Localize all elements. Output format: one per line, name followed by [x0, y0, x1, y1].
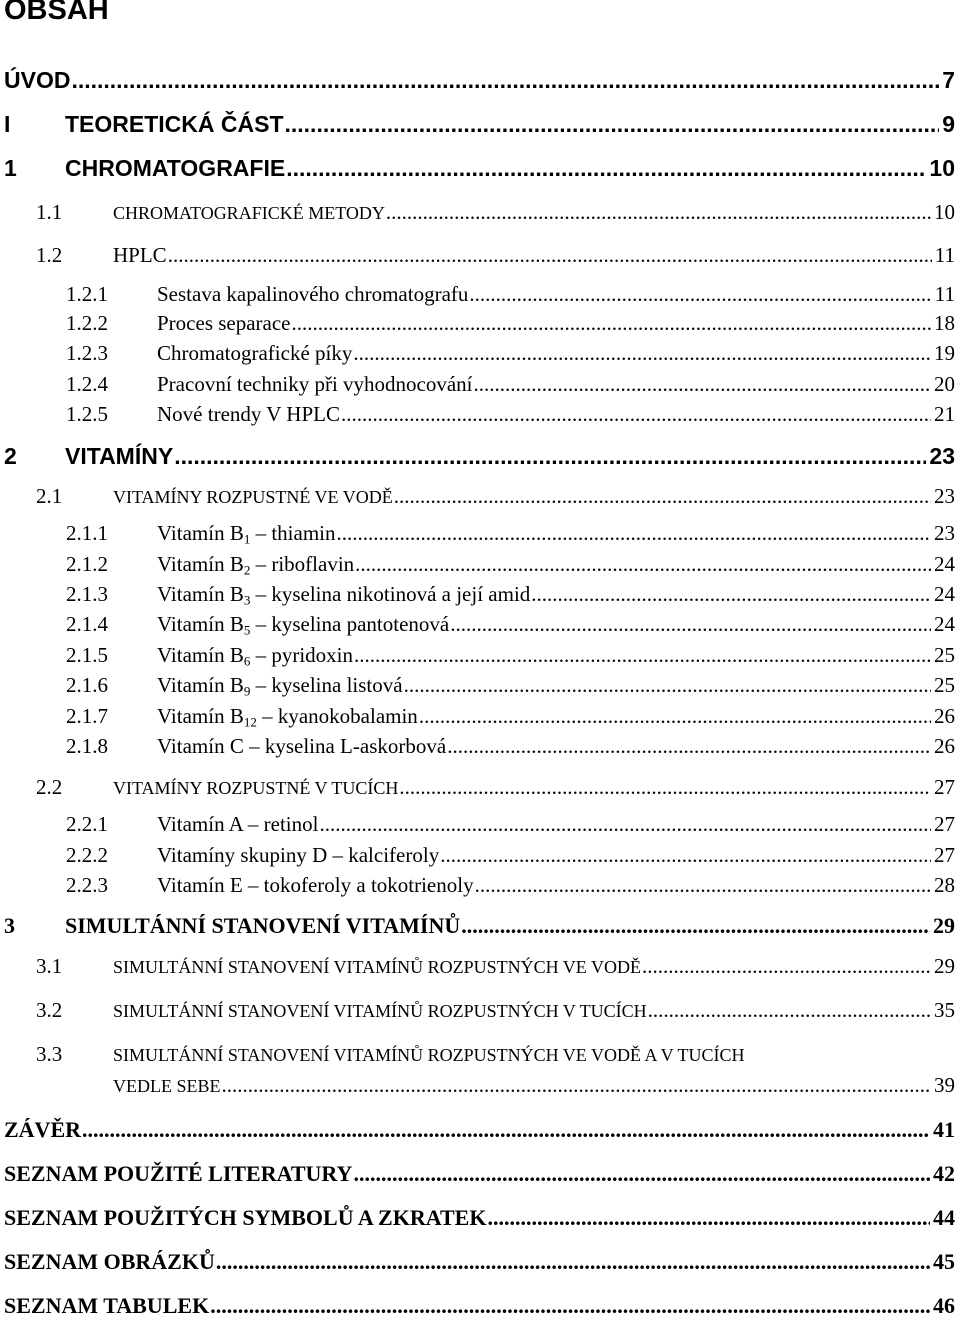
toc-entry[interactable] — [0, 1249, 960, 1279]
toc-page-number: 29 — [933, 913, 955, 938]
toc-entry-number: 2.1.5 — [66, 643, 108, 667]
toc-page-number: 27 — [934, 843, 955, 867]
toc-page-number: 10 — [929, 155, 955, 181]
toc-leader-dots — [419, 704, 931, 729]
toc-entry-text: Vitamín B — [157, 673, 244, 697]
toc-entry-number: 3.1 — [36, 954, 63, 978]
toc-page-number: 20 — [934, 372, 955, 396]
toc-entry-title — [157, 873, 474, 898]
toc-entry-title — [113, 484, 393, 509]
toc-entry-number: 1.2.1 — [66, 282, 108, 306]
toc-entry-number: I — [4, 111, 11, 137]
toc-entry[interactable] — [0, 282, 960, 312]
toc-entry-number: 2.2.3 — [66, 873, 108, 897]
toc-entry-title — [157, 372, 473, 397]
toc-entry-text-rest: – kyselina listová — [250, 673, 403, 697]
toc-entry-number: ZÁVĚR — [4, 1117, 82, 1142]
toc-leader-dots — [292, 311, 931, 336]
toc-entry[interactable] — [0, 484, 960, 514]
toc-page-number: 25 — [934, 673, 955, 697]
toc-page-number: 9 — [942, 111, 955, 137]
toc-entry-number: 2.2.1 — [66, 812, 108, 836]
toc-entry-number: 1.1 — [36, 200, 63, 224]
toc-leader-dots — [341, 402, 931, 427]
toc-entry-text: CHROMATOGRAFIE — [65, 155, 286, 181]
toc-page-number: 24 — [934, 582, 955, 606]
toc-entry-text: Pracovní techniky při vyhodnocování — [157, 372, 473, 396]
toc-entry-title — [113, 200, 385, 225]
toc-entry-text-rest: – kyanokobalamin — [256, 704, 418, 728]
toc-entry-title — [157, 704, 418, 729]
toc-entry-title — [157, 843, 439, 868]
toc-entry-number: 2 — [4, 443, 17, 469]
toc-entry-subscript: 1 — [243, 531, 251, 547]
toc-page-number: 44 — [933, 1205, 955, 1230]
toc-entry-number: 2.1.7 — [66, 704, 108, 728]
toc-entry-text: HPLC — [113, 243, 167, 267]
toc-leader-dots — [469, 282, 931, 307]
toc-entry-title — [113, 998, 647, 1023]
toc-leader-dots — [353, 1161, 930, 1187]
toc-entry[interactable] — [0, 67, 960, 97]
toc-entry[interactable] — [0, 1205, 960, 1235]
toc-entry-number: 1.2.4 — [66, 372, 108, 396]
toc-entry-number: 2.2.2 — [66, 843, 108, 867]
toc-entry-text: TEORETICKÁ ČÁST — [65, 111, 284, 137]
toc-leader-dots — [461, 913, 930, 939]
toc-entry-text-rest: – pyridoxin — [250, 643, 354, 667]
toc-entry-title — [65, 111, 284, 138]
toc-entry-title — [113, 954, 641, 979]
toc-page-number: 45 — [933, 1249, 955, 1274]
toc-entry-number: SEZNAM OBRÁZKŮ — [4, 1249, 215, 1274]
toc-entry-text: SIMULTÁNNÍ STANOVENÍ VITAMÍNŮ — [65, 913, 461, 938]
toc-entry-number: SEZNAM TABULEK — [4, 1293, 210, 1318]
toc-leader-dots — [394, 484, 931, 509]
toc-entry-number: 1.2.5 — [66, 402, 108, 426]
toc-entry-text: Vitamín A – retinol — [157, 812, 319, 836]
toc-leader-dots — [71, 67, 939, 94]
toc-leader-dots — [475, 873, 931, 898]
toc-page-number: 35 — [934, 998, 955, 1022]
toc-entry[interactable] — [0, 1042, 960, 1072]
toc-entry-number: 1.2.2 — [66, 311, 108, 335]
toc-entry-title — [157, 612, 449, 637]
toc-entry-text: Vitamín B — [157, 643, 244, 667]
toc-page-number: 27 — [934, 812, 955, 836]
toc-entry-title — [157, 402, 340, 427]
toc-page-number: 28 — [934, 873, 955, 897]
toc-entry-subscript: 2 — [243, 562, 251, 578]
toc-heading: OBSAH — [4, 0, 109, 26]
toc-page-number: 23 — [929, 443, 955, 469]
toc-entry[interactable] — [0, 913, 960, 943]
toc-entry[interactable] — [0, 155, 960, 185]
toc-entry-text: CHROMATOGRAFICKÉ METODY — [113, 203, 385, 223]
toc-entry-number: 2.1.6 — [66, 673, 108, 697]
toc-page-number: 11 — [934, 282, 955, 306]
toc-entry-subscript: 12 — [243, 714, 257, 730]
toc-leader-dots — [399, 775, 931, 800]
toc-entry-text: Vitamín E – tokoferoly a tokotrienoly — [157, 873, 474, 897]
toc-entry-text-rest: – kyselina nikotinová a její amid — [250, 582, 531, 606]
toc-entry-title — [113, 243, 167, 268]
toc-entry-title — [157, 643, 353, 668]
toc-entry[interactable] — [0, 341, 960, 371]
toc-entry-subscript: 5 — [243, 622, 251, 638]
toc-leader-dots — [216, 1249, 930, 1275]
toc-entry[interactable] — [0, 812, 960, 842]
toc-entry-text: Sestava kapalinového chromatografu — [157, 282, 469, 306]
toc-entry[interactable] — [0, 521, 960, 551]
toc-page-number: 46 — [933, 1293, 955, 1318]
toc-leader-dots — [450, 612, 931, 637]
toc-entry-title — [157, 734, 446, 759]
toc-entry-title — [157, 552, 354, 577]
toc-entry-subscript: 9 — [243, 683, 251, 699]
toc-leader-dots — [174, 443, 926, 470]
toc-entry-number: 2.1 — [36, 484, 63, 508]
toc-leader-dots — [285, 111, 940, 138]
toc-page-number: 39 — [934, 1073, 955, 1097]
toc-page-number: 27 — [934, 775, 955, 799]
toc-page-number: 24 — [934, 552, 955, 576]
toc-entry-title — [113, 1042, 745, 1067]
toc-entry[interactable] — [0, 954, 960, 984]
toc-leader-dots — [354, 643, 931, 668]
toc-entry[interactable] — [0, 243, 960, 273]
toc-entry[interactable] — [0, 704, 960, 734]
toc-entry-number: 1 — [4, 155, 17, 181]
toc-leader-dots — [319, 812, 931, 837]
toc-entry-text: Vitamíny skupiny D – kalciferoly — [157, 843, 440, 867]
toc-entry-text: SIMULTÁNNÍ STANOVENÍ VITAMÍNŮ ROZPUSTNÝCH VE VODĚ A V TUCÍCH — [113, 1045, 745, 1065]
toc-entry-text: Vitamín B — [157, 521, 244, 545]
toc-entry-number: SEZNAM POUŽITÉ LITERATURY — [4, 1161, 353, 1186]
toc-page-number: 29 — [934, 954, 955, 978]
toc-entry-text: SIMULTÁNNÍ STANOVENÍ VITAMÍNŮ ROZPUSTNÝCH VE VODĚ — [113, 957, 641, 977]
toc-entry-number: 2.2 — [36, 775, 63, 799]
toc-entry-title — [157, 812, 318, 837]
toc-leader-dots — [210, 1293, 930, 1319]
toc-entry[interactable] — [0, 111, 960, 141]
toc-entry[interactable] — [0, 643, 960, 673]
toc-page-number: 7 — [942, 67, 955, 93]
toc-entry[interactable] — [0, 1117, 960, 1147]
toc-page-number: 18 — [934, 311, 955, 335]
toc-entry-number: 1.2.3 — [66, 341, 108, 365]
toc-entry[interactable] — [0, 582, 960, 612]
toc-leader-dots — [487, 1205, 930, 1231]
toc-entry-text: Vitamín B — [157, 552, 244, 576]
toc-entry-text: Chromatografické píky — [157, 341, 353, 365]
toc-entry[interactable] — [0, 402, 960, 432]
toc-entry[interactable] — [0, 734, 960, 764]
toc-entry-title — [65, 443, 173, 470]
toc-entry[interactable] — [0, 443, 960, 473]
toc-leader-dots — [222, 1073, 932, 1098]
toc-entry-title — [157, 311, 291, 336]
toc-entry-text: Vitamín B — [157, 612, 244, 636]
toc-entry-text: Vitamín B — [157, 704, 244, 728]
toc-entry-title — [157, 582, 530, 607]
toc-entry-number: 2.1.8 — [66, 734, 108, 758]
toc-entry-text: VITAMÍNY ROZPUSTNÉ V TUCÍCH — [113, 778, 399, 798]
toc-page-number: 23 — [934, 484, 955, 508]
toc-page-number: 23 — [934, 521, 955, 545]
toc-entry[interactable] — [0, 311, 960, 341]
toc-entry-text-rest: – kyselina pantotenová — [250, 612, 450, 636]
toc-entry-number: 2.1.4 — [66, 612, 108, 636]
toc-entry[interactable] — [0, 873, 960, 903]
toc-leader-dots — [474, 372, 931, 397]
toc-leader-dots — [355, 552, 931, 577]
toc-leader-dots — [447, 734, 931, 759]
toc-entry-text: SIMULTÁNNÍ STANOVENÍ VITAMÍNŮ ROZPUSTNÝCH V TUCÍCH — [113, 1001, 647, 1021]
toc-entry[interactable] — [0, 1073, 960, 1103]
toc-entry-title — [157, 521, 336, 546]
toc-entry-text: VITAMÍNY — [65, 443, 174, 469]
toc-page-number: 26 — [934, 734, 955, 758]
toc-entry[interactable] — [0, 200, 960, 230]
toc-entry[interactable] — [0, 1161, 960, 1191]
toc-page-number: 10 — [934, 200, 955, 224]
toc-leader-dots — [286, 155, 926, 182]
toc-leader-dots — [531, 582, 931, 607]
toc-entry-text: Vitamín B — [157, 582, 244, 606]
toc-entry-text: Nové trendy V HPLC — [157, 402, 340, 426]
toc-entry-text: Proces separace — [157, 311, 291, 335]
toc-entry-text: VITAMÍNY ROZPUSTNÉ VE VODĚ — [113, 487, 393, 507]
toc-leader-dots — [337, 521, 931, 546]
toc-entry[interactable] — [0, 998, 960, 1028]
toc-entry[interactable] — [0, 673, 960, 703]
toc-entry-text-rest: – thiamin — [250, 521, 336, 545]
toc-entry-text-rest: – riboflavin — [250, 552, 355, 576]
toc-entry[interactable] — [0, 612, 960, 642]
toc-entry[interactable] — [0, 552, 960, 582]
toc-page-number: 42 — [933, 1161, 955, 1186]
toc-entry-number: 2.1.3 — [66, 582, 108, 606]
toc-entry[interactable] — [0, 372, 960, 402]
toc-entry-title — [113, 775, 398, 800]
toc-leader-dots — [386, 200, 931, 225]
toc-entry-subscript: 3 — [243, 592, 251, 608]
toc-entry-number: 2.1.2 — [66, 552, 108, 576]
toc-entry-title — [65, 155, 285, 182]
toc-leader-dots — [82, 1117, 930, 1143]
toc-entry-subscript: 6 — [243, 653, 251, 669]
toc-leader-dots — [404, 673, 931, 698]
toc-leader-dots — [648, 998, 931, 1023]
toc-entry-number: 3.2 — [36, 998, 63, 1022]
toc-entry-title — [157, 282, 468, 307]
toc-entry-text: Vitamín C – kyselina L-askorbová — [157, 734, 447, 758]
toc-entry[interactable] — [0, 775, 960, 805]
toc-leader-dots — [168, 243, 932, 268]
toc-entry-title — [65, 913, 460, 939]
toc-entry-number: 3 — [4, 913, 15, 938]
toc-leader-dots — [353, 341, 931, 366]
toc-leader-dots — [642, 954, 931, 979]
toc-entry-number: 2.1.1 — [66, 521, 108, 545]
toc-entry[interactable] — [0, 843, 960, 873]
toc-page-number: 26 — [934, 704, 955, 728]
toc-page-number: 21 — [934, 402, 955, 426]
toc-page-number: 24 — [934, 612, 955, 636]
toc-leader-dots — [440, 843, 931, 868]
toc-entry-number: ÚVOD — [4, 67, 71, 93]
toc-entry-number: 1.2 — [36, 243, 63, 267]
toc-entry-title — [157, 673, 403, 698]
toc-entry-number: SEZNAM POUŽITÝCH SYMBOLŮ A ZKRATEK — [4, 1205, 487, 1230]
toc-page-number: 41 — [933, 1117, 955, 1142]
toc-page-number: 11 — [934, 243, 955, 267]
toc-page-number: 19 — [934, 341, 955, 365]
toc-entry-title — [157, 341, 352, 366]
toc-page-number: 25 — [934, 643, 955, 667]
toc-entry-continuation: VEDLE SEBE — [113, 1076, 221, 1096]
toc-entry-number: 3.3 — [36, 1042, 63, 1066]
